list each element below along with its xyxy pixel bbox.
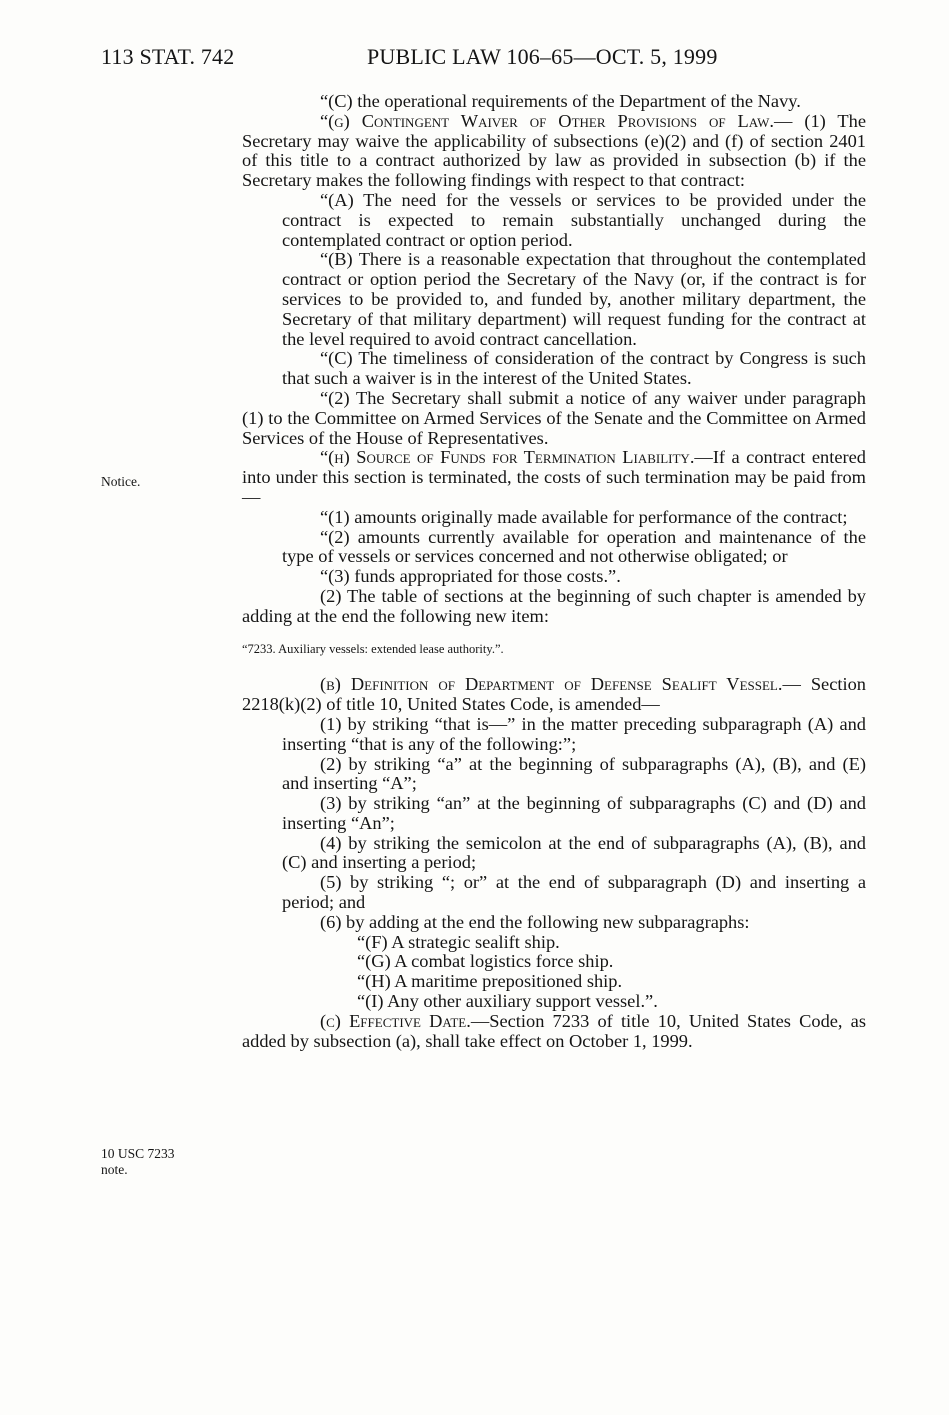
amendment-3: (3) by striking “an” at the beginning of subparagraphs (C) and (D) and inserting “An”; [282,793,866,833]
margin-note-usc-line2: note. [101,1162,128,1177]
subsection-b-text: Section 2218(k)(2) of title 10, United States Code, is amended— [242,674,866,715]
subparagraph-i: “(I) Any other auxiliary support vessel.”. [357,991,658,1012]
subsection-b-heading: (b) Definition of Department of Defense Sealift Vessel.— [320,674,801,695]
finding-c: “(C) The timeliness of consideration of the contract by Congress is such that such a waiver is in the interest of the United States. [282,348,866,389]
table-of-sections-item: “7233. Auxiliary vessels: extended lease authority.”. [242,641,504,656]
amendment-4: (4) by striking the semicolon at the end of subparagraphs (A), (B), and (C) and inserting a period; [282,832,866,873]
finding-b: “(B) There is a reasonable expectation that throughout the contemplated contract or option period the Secretary of the Navy (or, if the contract is for services to be provided to, and funded by, another military department, the Secretary of that military department) will request funding for the contract at the level required to avoid contract cancellation. [282,249,866,349]
subparagraph-f: “(F) A strategic sealift ship. [357,931,560,952]
funds-item-1: “(1) amounts originally made available for performance of the contract; [320,506,848,527]
subsection-b [242,675,866,715]
subsection-h [242,448,866,507]
subsection-c-text: Section 7233 of title 10, United States Code, as added by subsection (a), shall take effect on October 1, 1999. [242,1010,867,1051]
funds-item-3: “(3) funds appropriated for those costs.”. [320,566,621,587]
amendment-6: (6) by adding at the end the following new subparagraphs: [320,911,750,932]
amendment-1: (1) by striking “that is—” in the matter preceding subparagraph (A) and inserting “that is any of the following:”; [282,713,866,754]
paragraph-2-notice: “(2) The Secretary shall submit a notice of any waiver under paragraph (1) to the Committee on Armed Services of the Senate and the Committee on Armed Services of the House of Representatives. [242,387,866,448]
margin-note-usc [101,1146,175,1178]
margin-note-usc-line1: 10 USC 7233 [101,1146,175,1161]
law-body-text [242,92,866,1051]
margin-note-notice: Notice. [101,474,141,489]
running-header: PUBLIC LAW 106–65—OCT. 5, 1999 [367,44,718,69]
paragraph-c-navy-requirements: “(C) the operational requirements of the Department of the Navy. [320,91,801,111]
subsection-c-heading: (c) Effective Date.— [320,1010,490,1031]
subsection-h-text: If a contract entered into under this section is terminated, the costs of such termination may be paid from— [242,447,866,507]
subparagraph-h: “(H) A maritime prepositioned ship. [357,971,623,992]
subsection-g [242,112,866,191]
amendment-2: (2) by striking “a” at the beginning of subparagraphs (A), (B), and (E) and inserting “A”; [282,753,866,794]
subparagraph-g: “(G) A combat logistics force ship. [357,951,614,972]
page-citation: 113 STAT. 742 [101,44,235,69]
subsection-g-text: (1) The Secretary may waive the applicability of subsections (e)(2) and (f) of section 2401 of this title to a contract authorized by law as provided in subsection (b) if the Secretary makes the following findings with respect to that contract: [242,110,866,191]
funds-item-2: “(2) amounts currently available for operation and maintenance of the type of vessels or services concerned and not otherwise obligated; or [282,526,866,567]
finding-a: “(A) The need for the vessels or services to be provided under the contract is expected to remain substantially unchanged during the contemplated contract or option period. [282,189,866,250]
amendment-5: (5) by striking “; or” at the end of subparagraph (D) and inserting a period; and [282,872,866,913]
subsection-g-heading: “(g) Contingent Waiver of Other Provisions of Law.— [320,110,793,131]
subsection-c [242,1012,866,1052]
table-amendment: (2) The table of sections at the beginning of such chapter is amended by adding at the end the following new item: [242,585,866,626]
subsection-h-heading: “(h) Source of Funds for Termination Liability.— [320,447,713,468]
